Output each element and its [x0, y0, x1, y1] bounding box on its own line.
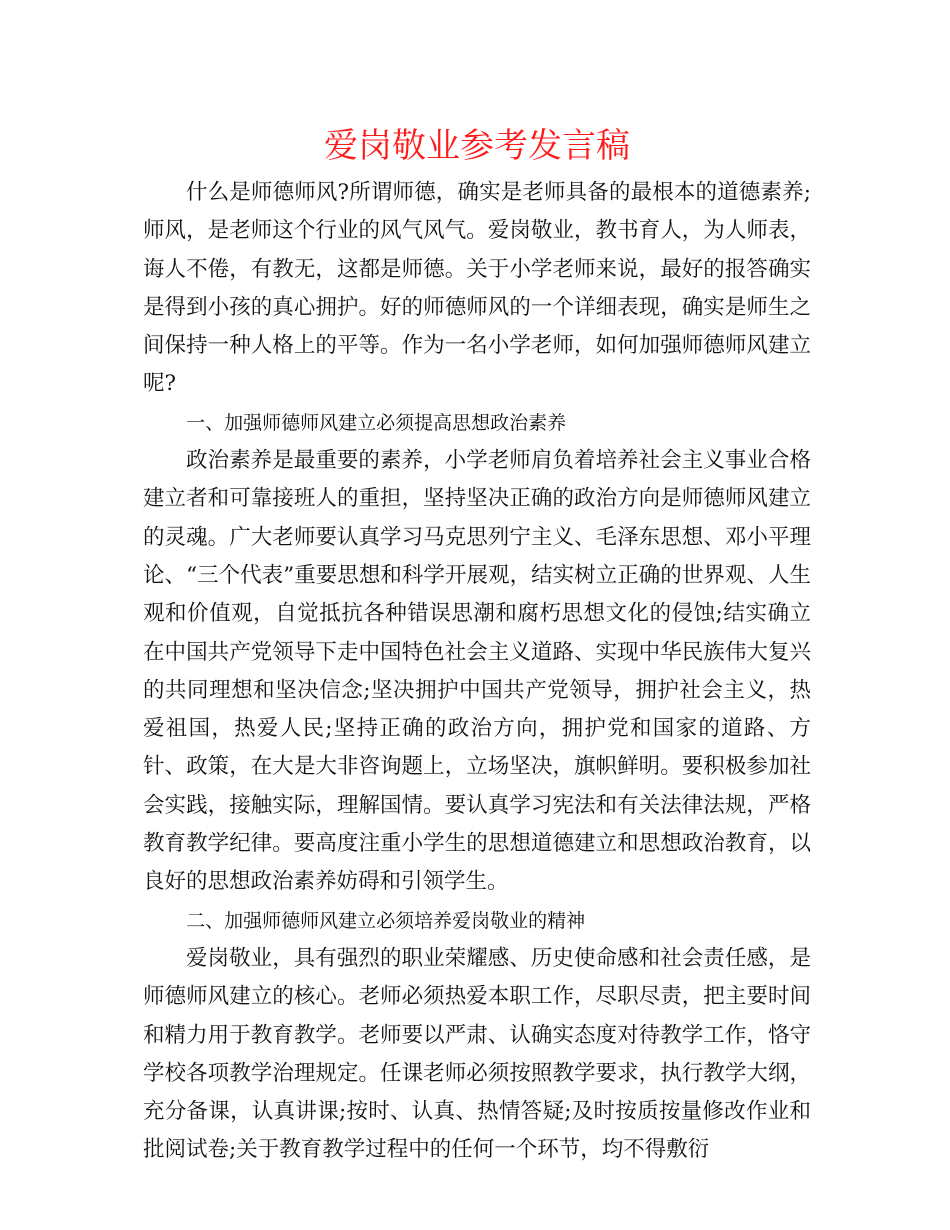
section-heading-1: 一、加强师德师风建立必须提高思想政治素养 — [186, 411, 567, 434]
section-heading-2: 二、加强师德师风建立必须培养爱岗敬业的精神 — [186, 909, 586, 932]
document-page — [143, 118, 811, 1170]
body-paragraph-3: 爱岗敬业，具有强烈的职业荣耀感、历史使命感和社会责任感，是师德师风建立的核心。老师必须热爱本职工作，尽职尽责，把主要时间和精力用于教育教学。老师要以严肃、认确实态度对待教学工作，恪守学校各项教学治理规定。任课老师必须按照教学要求，执行教学大纲，充分备课，认真讲课;按时、认真、热情答疑;及时按质按量修改作业和批阅试卷;关于教育教学过程中的任何一个环节，均不得敷衍 — [143, 945, 811, 1163]
body-paragraph-1: 什么是师德师风?所谓师德，确实是老师具备的最根本的道德素养;师风，是老师这个行业的风气风气。爱岗敬业，教书育人，为人师表，诲人不倦，有教无，这都是师德。关于小学老师来说，最好的报答确实是得到小孩的真心拥护。好的师德师风的一个详细表现，确实是师生之间保持一种人格上的平等。作为一名小学老师，如何加强师德师风建立呢? — [143, 180, 811, 397]
body-paragraph-2: 政治素养是最重要的素养，小学老师肩负着培养社会主义事业合格建立者和可靠接班人的重担，坚持坚决正确的政治方向是师德师风建立的灵魂。广大老师要认真学习马克思列宁主义、毛泽东思想、邓小平理论、“三个代表”重要思想和科学开展观，结实树立正确的世界观、人生观和价值观，自觉抵抗各种错误思潮和腐朽思想文化的侵蚀;结实确立在中国共产党领导下走中国特色社会主义道路、实现中华民族伟大复兴的共同理想和坚决信念;坚决拥护中国共产党领导，拥护社会主义，热爱祖国，热爱人民;坚持正确的政治方向，拥护党和国家的道路、方针、政策，在大是大非咨询题上，立场坚决，旗帜鲜明。要积极参加社会实践，接触实际，理解国情。要认真学习宪法和有关法律法规，严格教育教学纪律。要高度注重小学生的思想道德建立和思想政治教育，以良好的思想政治素养妨碍和引领学生。 — [143, 448, 811, 895]
document-title: 爱岗敬业参考发言稿 — [324, 126, 630, 166]
